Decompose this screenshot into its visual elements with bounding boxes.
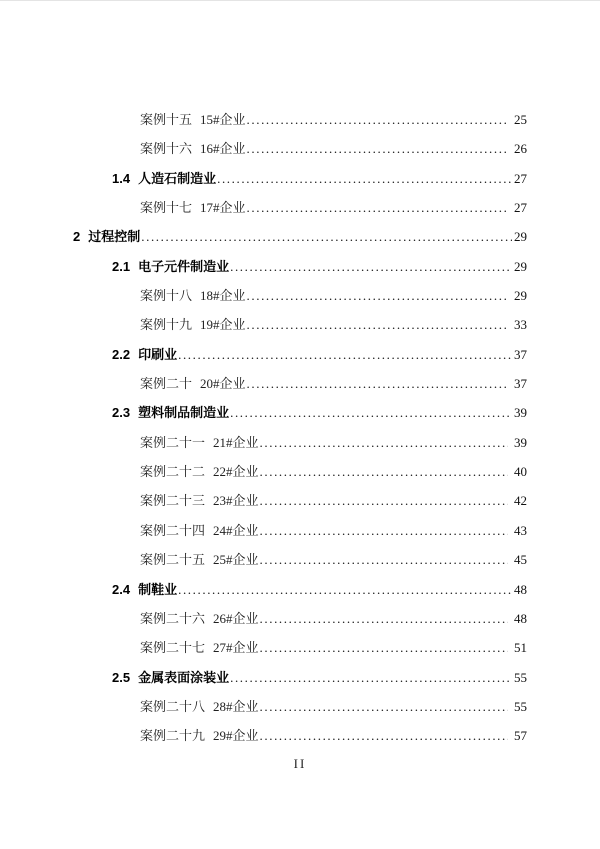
toc-entry-number: 案例二十八 <box>140 698 206 714</box>
toc-entry-title: 塑料制品制造业 <box>138 405 230 421</box>
toc-entry[interactable] <box>73 633 527 662</box>
toc-entry-title: 电子元件制造业 <box>138 258 230 274</box>
toc-entry-title: 18#企业 <box>200 288 246 304</box>
toc-entry-page-number: 39 <box>514 405 527 421</box>
toc-leader-dots <box>260 486 508 515</box>
toc-entry-title: 29#企业 <box>213 728 259 744</box>
toc-entry-title: 24#企业 <box>213 522 259 538</box>
toc-entry[interactable] <box>73 340 527 369</box>
toc-leader-dots <box>141 222 512 251</box>
toc-entry-title: 印刷业 <box>138 346 178 362</box>
toc-leader-dots <box>247 105 508 134</box>
toc-entry-title: 16#企业 <box>200 141 246 157</box>
toc-entry-number: 案例十七 <box>140 200 193 216</box>
toc-entry-page-number: 33 <box>514 317 527 333</box>
toc-entry-title: 22#企业 <box>213 464 259 480</box>
toc-leader-dots <box>260 604 508 633</box>
toc-leader-dots <box>178 575 512 604</box>
toc-entry-page-number: 25 <box>514 112 527 127</box>
toc-leader-dots <box>260 721 508 750</box>
toc-entry-number: 案例二十 <box>140 376 193 392</box>
toc-leader-dots <box>260 633 508 662</box>
toc-entry-title: 19#企业 <box>200 317 246 333</box>
toc-leader-dots <box>247 369 508 398</box>
toc-entry[interactable] <box>73 252 527 281</box>
toc-entry-page-number: 45 <box>514 552 527 568</box>
table-of-contents <box>73 105 527 751</box>
toc-entry[interactable] <box>73 398 527 427</box>
toc-entry[interactable] <box>73 486 527 515</box>
toc-entry-number: 2.2 <box>112 346 131 362</box>
toc-entry-title: 26#企业 <box>213 610 259 626</box>
toc-entry[interactable] <box>73 457 527 486</box>
toc-entry-page-number: 42 <box>514 493 527 509</box>
toc-leader-dots <box>260 516 508 545</box>
toc-entry-page-number: 37 <box>514 346 527 362</box>
toc-entry[interactable] <box>73 575 527 604</box>
toc-entry-title: 制鞋业 <box>138 581 178 597</box>
toc-entry-page-number: 27 <box>514 200 527 216</box>
toc-entry-number: 2.5 <box>112 669 131 685</box>
toc-entry-number: 案例十五 <box>140 112 193 127</box>
toc-entry-number: 案例二十三 <box>140 493 206 509</box>
toc-entry-page-number: 29 <box>514 288 527 304</box>
toc-entry-page-number: 48 <box>514 581 527 597</box>
toc-entry-number: 2.4 <box>112 581 131 597</box>
toc-entry-number: 案例二十二 <box>140 464 206 480</box>
toc-entry-page-number: 26 <box>514 141 527 157</box>
toc-entry-title: 21#企业 <box>213 434 259 450</box>
toc-leader-dots <box>260 545 508 574</box>
toc-entry[interactable] <box>73 281 527 310</box>
toc-entry-page-number: 51 <box>514 640 527 656</box>
toc-entry[interactable] <box>73 193 527 222</box>
toc-entry-number: 案例二十五 <box>140 552 206 568</box>
toc-leader-dots <box>178 340 512 369</box>
toc-entry-title: 人造石制造业 <box>138 170 217 186</box>
toc-entry-number: 2.1 <box>112 258 131 274</box>
toc-leader-dots <box>230 398 512 427</box>
toc-entry-number: 案例十六 <box>140 141 193 157</box>
toc-entry-title: 25#企业 <box>213 552 259 568</box>
toc-entry[interactable] <box>73 692 527 721</box>
toc-entry-page-number: 48 <box>514 610 527 626</box>
toc-leader-dots <box>260 428 508 457</box>
toc-entry-page-number: 27 <box>514 170 527 186</box>
toc-entry-number: 2 <box>73 229 81 245</box>
toc-entry-number: 案例二十四 <box>140 522 206 538</box>
toc-entry-page-number: 43 <box>514 522 527 538</box>
toc-entry-number: 1.4 <box>112 170 131 186</box>
toc-entry-title: 过程控制 <box>88 229 141 245</box>
toc-entry[interactable] <box>73 545 527 574</box>
toc-entry[interactable] <box>73 721 527 750</box>
toc-leader-dots <box>217 164 512 193</box>
toc-entry-page-number: 29 <box>514 229 527 245</box>
toc-entry-page-number: 57 <box>514 728 527 744</box>
toc-entry-number: 案例二十一 <box>140 434 206 450</box>
toc-entry[interactable] <box>73 369 527 398</box>
toc-entry-number: 2.3 <box>112 405 131 421</box>
toc-entry[interactable] <box>73 663 527 692</box>
page-number-footer: II <box>293 756 307 771</box>
toc-entry-page-number: 55 <box>514 698 527 714</box>
toc-entry[interactable] <box>73 604 527 633</box>
toc-entry-title: 27#企业 <box>213 640 259 656</box>
toc-entry-number: 案例十九 <box>140 317 193 333</box>
toc-entry-number: 案例二十七 <box>140 640 206 656</box>
toc-entry-title: 15#企业 <box>200 112 246 127</box>
toc-entry[interactable] <box>73 105 527 134</box>
toc-leader-dots <box>260 692 508 721</box>
toc-entry-title: 28#企业 <box>213 698 259 714</box>
toc-leader-dots <box>247 281 508 310</box>
toc-entry-page-number: 37 <box>514 376 527 392</box>
toc-leader-dots <box>260 457 508 486</box>
toc-leader-dots <box>247 134 508 163</box>
toc-leader-dots <box>230 663 512 692</box>
toc-entry-title: 20#企业 <box>200 376 246 392</box>
toc-entry[interactable] <box>73 222 527 251</box>
toc-entry-title: 17#企业 <box>200 200 246 216</box>
toc-entry-number: 案例十八 <box>140 288 193 304</box>
toc-entry-page-number: 39 <box>514 434 527 450</box>
toc-leader-dots <box>230 252 512 281</box>
toc-entry-title: 金属表面涂装业 <box>138 669 230 685</box>
toc-entry-number: 案例二十六 <box>140 610 206 626</box>
toc-entry-page-number: 40 <box>514 464 527 480</box>
toc-entry-page-number: 55 <box>514 669 527 685</box>
toc-entry[interactable] <box>73 516 527 545</box>
toc-leader-dots <box>247 310 508 339</box>
toc-leader-dots <box>247 193 508 222</box>
toc-entry-page-number: 29 <box>514 258 527 274</box>
toc-entry[interactable] <box>73 164 527 193</box>
toc-entry[interactable] <box>73 310 527 339</box>
toc-entry[interactable] <box>73 428 527 457</box>
toc-entry-number: 案例二十九 <box>140 728 206 744</box>
toc-entry-title: 23#企业 <box>213 493 259 509</box>
toc-entry[interactable] <box>73 134 527 163</box>
